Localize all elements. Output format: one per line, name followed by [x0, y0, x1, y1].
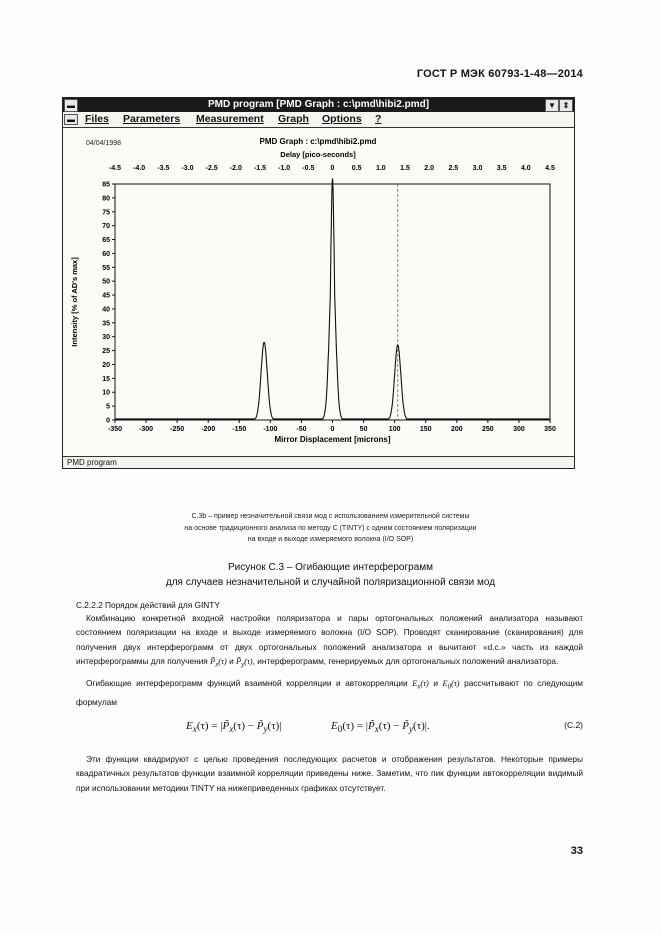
formula-e0: $E_0(\tau)$ = $|P̃_x(\tau)$ − $P̃_y(\tau)|$. [331, 720, 430, 735]
paragraph-1-text: Комбинацию конкретной входной настройки поляризатора и пары ортогональных положений анализатора называют состоянием поляризации на входе и выходе измеряемого волокна (I/O SOP). Проводят сканирование (сканирования) для получения двух интерферограмм от двух ортогональных положений анализатора и вычитают «d.c.» часть из каждой интерферограммы для получения [76, 613, 583, 667]
x-tick-label: -350 [107, 426, 123, 433]
top-tick-label: -4.5 [108, 165, 122, 172]
x-tick-label: -200 [201, 426, 216, 433]
top-tick-label: 4.0 [520, 165, 531, 172]
top-tick-label: -1.5 [253, 165, 267, 172]
x-tick-label: 0 [330, 426, 335, 433]
caption-line-2: на основе традиционного анализа по методу С (TINTY) с одним состоянием поляризации [184, 525, 477, 532]
menu-bar [63, 112, 574, 128]
e0-symbol: $E_0(\tau)$ [442, 679, 460, 691]
paragraph-2 [76, 676, 583, 709]
x-tick-label: 150 [419, 426, 432, 433]
menu-files[interactable]: Files [85, 113, 109, 125]
menu-options[interactable]: Options [322, 113, 362, 125]
y-tick-label: 40 [102, 306, 110, 314]
paragraph-1 [76, 611, 583, 673]
window-titlebar[interactable] [63, 98, 574, 112]
x-tick-label: -150 [232, 426, 247, 433]
x-tick-label: 350 [544, 426, 556, 433]
y-tick-label: 60 [102, 250, 110, 258]
y-tick-label: 25 [102, 348, 110, 356]
y-tick-label: 35 [102, 320, 110, 328]
top-tick-label: -1.0 [278, 165, 291, 172]
y-tick-label: 45 [102, 292, 110, 300]
top-tick-label: -2.5 [205, 165, 218, 172]
y-tick-label: 85 [102, 181, 110, 189]
y-tick-label: 55 [102, 264, 110, 272]
x-tick-label: 200 [450, 426, 463, 433]
paragraph-3: Эти функции квадрируют с целью проведения последующих расчетов и отображения результатов. Некоторые примеры квадратичных результатов функции взаимной корреляции приведены ниже. Заметим, что пик функции автокорреляции видимый при использовании методики TINTY на нижеприведенных графиках отсутствует. [76, 754, 583, 793]
top-tick-label: -0.5 [302, 165, 315, 172]
document-menu-icon[interactable]: ▬ [64, 114, 78, 125]
top-tick-label: 3.5 [496, 165, 507, 172]
x-tick-label: 100 [388, 426, 401, 433]
top-tick-label: 0 [330, 165, 335, 172]
figure-title-line-1: Рисунок С.3 – Огибающие интерферограмм [227, 562, 434, 573]
py-symbol: $P̃_y(\tau)$ [236, 657, 253, 669]
window-title: PMD program [PMD Graph : c:\pmd\hibi2.pmd] [207, 99, 430, 110]
paragraph-2-end: рассчитывают по следующим формулам [76, 678, 584, 708]
top-tick-label: 1.0 [375, 165, 386, 172]
y-tick-label: 5 [106, 403, 110, 411]
pmd-graph [63, 128, 574, 458]
y-tick-label: 30 [102, 334, 110, 342]
menu-help[interactable]: ? [375, 113, 382, 125]
x-tick-label: 250 [482, 426, 494, 433]
top-tick-label: 3.0 [472, 165, 483, 172]
ex-symbol: $E_x(\tau)$ [412, 679, 429, 691]
y-tick-label: 50 [102, 278, 110, 286]
top-tick-label: 2.5 [448, 165, 459, 172]
plot-frame [115, 184, 550, 420]
interferogram-series [115, 178, 550, 419]
x-tick-label: -50 [296, 426, 307, 433]
y-tick-label: 20 [102, 361, 110, 369]
caption-line-3: на входе и выходе измеряемого волокна (I/O SOP) [247, 536, 414, 543]
menu-graph[interactable]: Graph [278, 113, 309, 125]
x-tick-label: -300 [139, 426, 154, 433]
y-tick-label: 75 [102, 209, 110, 217]
standard-number: ГОСТ Р МЭК 60793-1-48—2014 [416, 68, 583, 80]
x-tick-label: -100 [263, 426, 278, 433]
paragraph-1-end: , интерферограмм, генерируемых для ортогональных положений анализатора. [252, 656, 559, 667]
minimize-icon[interactable]: ▼ [545, 99, 559, 112]
page-number: 33 [570, 845, 583, 857]
section-heading: С.2.2.2 Порядок действий для GINTY [76, 600, 220, 610]
formula-ex: $E_x(\tau)$ = $|P̃_x(\tau)$ − $P̃_y(\tau)|$ [186, 720, 282, 735]
chart-title: PMD Graph : c:\pmd\hibi2.pmd [259, 137, 377, 146]
x-tick-label: 300 [513, 426, 525, 433]
top-axis-label: Delay [pico-seconds] [280, 150, 356, 159]
top-tick-label: 0.5 [351, 165, 362, 172]
y-tick-label: 15 [102, 375, 110, 383]
system-menu-icon[interactable]: ▬ [64, 99, 78, 112]
figure-title-line-2: для случаев незначительной и случайной поляризационной связи мод [165, 577, 496, 588]
status-bar: PMD program [63, 456, 574, 468]
menu-parameters[interactable]: Parameters [123, 113, 181, 125]
y-tick-label: 80 [102, 195, 110, 203]
paragraph-1-and: и [229, 656, 234, 667]
menu-measurement[interactable]: Measurement [196, 113, 264, 125]
y-tick-label: 10 [102, 389, 110, 397]
formula-c2 [76, 717, 583, 739]
paragraph-2-text: Огибающие интерферограмм функций взаимной корреляции и автокорреляции [86, 678, 408, 688]
chart-date: 04/04/1998 [86, 140, 122, 147]
top-tick-label: 4.5 [545, 165, 555, 172]
top-tick-label: 2.0 [424, 165, 435, 172]
equation-number: (С.2) [564, 720, 583, 730]
x-tick-label: -250 [170, 426, 185, 433]
paragraph-2-and: и [433, 678, 438, 688]
top-tick-label: -4.0 [133, 165, 146, 172]
px-symbol: $P̃_x(\tau)$ [210, 657, 227, 669]
caption-line-1: C.3b – пример незначительной связи мод с использованием измерительной системы [191, 513, 470, 520]
x-tick-label: 50 [359, 426, 368, 433]
top-tick-label: -3.0 [181, 165, 194, 172]
top-tick-label: -3.5 [157, 165, 170, 172]
y-tick-label: 0 [106, 417, 110, 425]
pmd-program-window [62, 97, 575, 469]
y-axis-label: Intensity [% of AD's max] [70, 257, 79, 347]
top-tick-label: -2.0 [229, 165, 242, 172]
restore-icon[interactable]: ⇕ [559, 99, 573, 112]
y-tick-label: 70 [102, 223, 110, 231]
x-axis-label: Mirror Displacement [microns] [274, 435, 391, 444]
top-tick-label: 1.5 [400, 165, 410, 172]
y-tick-label: 65 [102, 237, 110, 245]
